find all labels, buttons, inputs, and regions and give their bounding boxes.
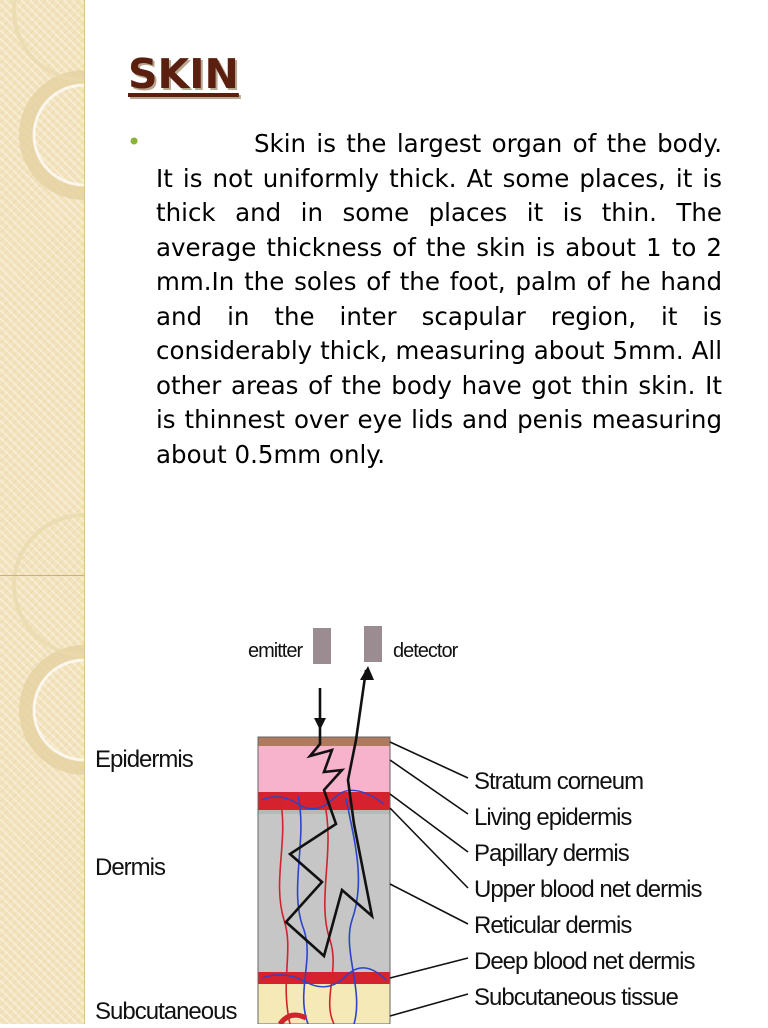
bullet-paragraph: Skin is the largest organ of the body. It is not uniformly thick. At some places, it is thick and in some places it is thin. The average thickness of the skin is about 1 to 2 mm.In the soles of the foot, palm of he hand and in the inter scapular region, it is considerably thick, measuring about 5mm. All other areas of the body have got thin skin. It is thinnest over eye lids and penis measuring about 0.5mm only. — [156, 129, 722, 469]
decorative-side-strip — [0, 0, 85, 1024]
zone-label-dermis: Dermis — [95, 854, 165, 881]
zone-label-subcutaneous: Subcutaneous — [95, 998, 237, 1025]
stratum-corneum-layer — [258, 737, 390, 746]
layer-label: Upper blood net dermis — [474, 876, 702, 903]
deep-blood-net-layer — [258, 972, 390, 984]
layer-label: Reticular dermis — [474, 912, 632, 939]
leader-line — [390, 884, 468, 924]
leader-line — [390, 958, 468, 978]
detector-probe — [364, 626, 382, 662]
strip-divider — [0, 575, 84, 576]
leader-line — [390, 760, 468, 814]
layer-label: Deep blood net dermis — [474, 948, 695, 975]
leader-line — [390, 742, 468, 778]
layer-label: Papillary dermis — [474, 840, 629, 867]
skin-layers-diagram — [84, 600, 768, 1024]
emitter-probe — [313, 628, 331, 664]
slide-title: SKIN — [128, 50, 239, 98]
detector-arrow — [360, 666, 374, 680]
bullet-marker: • — [127, 128, 142, 156]
ring-ornaments — [0, 0, 84, 1024]
reticular-dermis-layer — [258, 800, 390, 972]
leader-line — [390, 808, 468, 888]
layer-label: Living epidermis — [474, 804, 632, 831]
leader-line — [390, 794, 468, 852]
papillary-dermis-layer — [258, 810, 390, 814]
subcutaneous-layer — [258, 984, 390, 1024]
layer-label: Subcutaneous tissue — [474, 984, 678, 1011]
detector-label: detector — [393, 640, 458, 662]
leader-line — [390, 994, 468, 1016]
layer-label: Stratum corneum — [474, 768, 644, 795]
emitter-arrow — [314, 718, 326, 730]
emitter-label: emitter — [248, 640, 303, 662]
zone-label-epidermis: Epidermis — [95, 746, 193, 773]
